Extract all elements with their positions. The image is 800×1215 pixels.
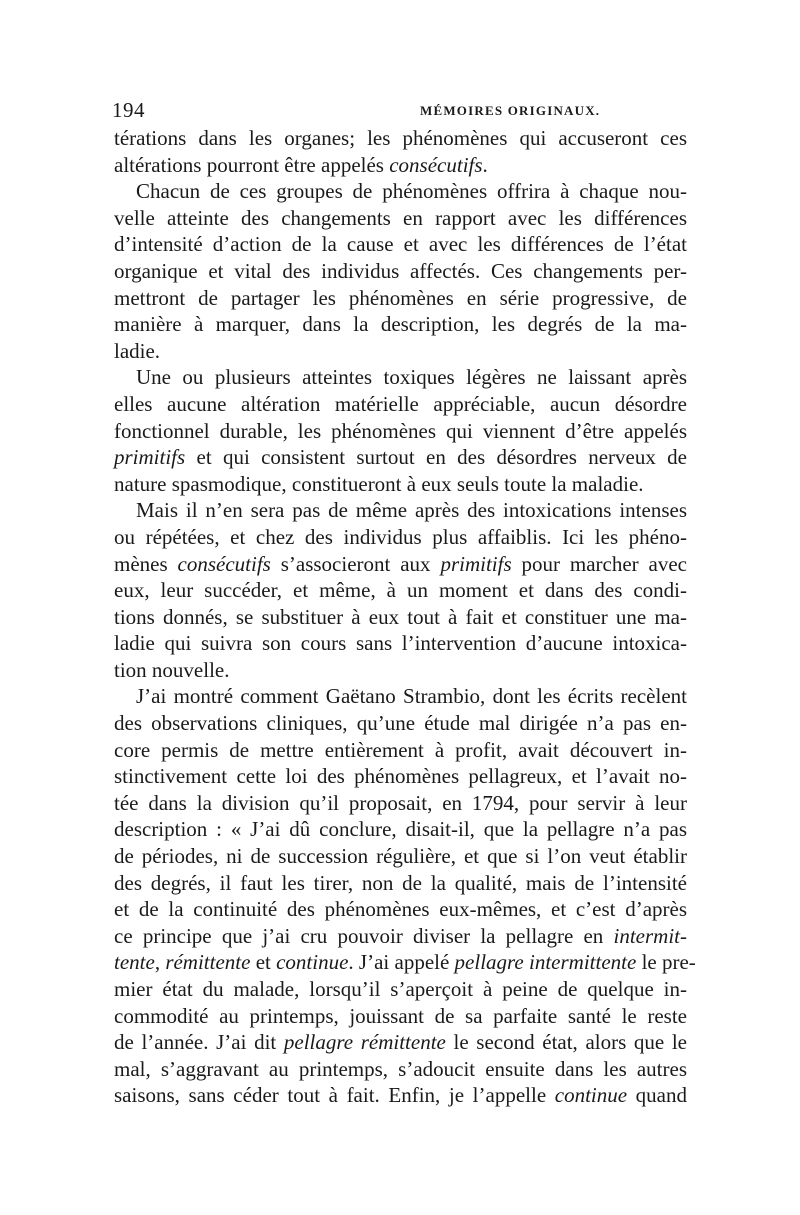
italic-term: pellagre rémittente [283, 1030, 446, 1055]
text-run: , [154, 950, 166, 975]
italic-term: pellagre intermittente [454, 950, 637, 975]
text-line [114, 737, 687, 764]
text-run: des observations cliniques, qu’une étude mal dirigée n’a pas en- [114, 711, 687, 736]
text-line [114, 1082, 687, 1109]
text-run: elles aucune altération matérielle appréciable, aucun désordre [114, 391, 687, 416]
text-run: Mais il n’en sera pas de même après des intoxications intenses [136, 498, 687, 523]
italic-term: continue [554, 1083, 628, 1108]
italic-term: primitifs [114, 445, 186, 470]
text-line [114, 418, 687, 445]
italic-term: rémittente [165, 950, 251, 975]
text-run: s’associeront aux [270, 551, 441, 576]
text-run: description : « J’ai dû conclure, disait-il, que la pellagre n’a pas [114, 817, 687, 842]
text-run: mettront de partager les phénomènes en série progressive, de [114, 285, 687, 310]
text-line [114, 391, 687, 418]
text-line [114, 763, 687, 790]
text-line [114, 657, 687, 684]
text-line [114, 471, 687, 498]
text-line [114, 205, 687, 232]
text-run: d’intensité d’action de la cause et avec les différences de l’état [114, 232, 687, 257]
text-line [114, 1003, 687, 1030]
text-run: térations dans les organes; les phénomènes qui accuseront ces [114, 126, 687, 150]
text-run: . J’ai appelé [348, 950, 455, 975]
text-run: velle atteinte des changements en rapport avec les différences [114, 205, 687, 230]
text-run: des degrés, il faut les tirer, non de la qualité, mais de l’intensité [114, 870, 687, 895]
text-line [114, 790, 687, 817]
text-line [114, 258, 687, 285]
text-run: le second état, alors que le [445, 1030, 688, 1055]
text-line [114, 311, 687, 338]
italic-term: tente [114, 950, 155, 975]
text-run: stinctivement cette loi des phénomènes pellagreux, et l’avait no- [114, 764, 687, 789]
text-line [114, 976, 687, 1003]
text-run: core permis de mettre entièrement à profit, avait découvert in- [114, 737, 687, 762]
text-run: ce principe que j’ai cru pouvoir diviser la pellagre en [114, 923, 614, 948]
text-line [114, 896, 687, 923]
text-run: de périodes, ni de succession régulière, et que si l’on veut établir [114, 844, 687, 869]
italic-term: primitifs [440, 551, 512, 576]
italic-term: consécutifs [177, 551, 271, 576]
text-line [114, 524, 687, 551]
text-run: mal, s’aggravant au printemps, s’adoucit ensuite dans les autres [114, 1056, 687, 1081]
italic-term: consécutifs [389, 152, 483, 177]
text-run: ladie. [114, 338, 161, 363]
text-line [114, 444, 687, 471]
text-run: et qui consistent surtout en des désordres nerveux de [185, 445, 687, 470]
text-run: altérations pourront être appelés [114, 152, 390, 177]
running-head: MÉMOIRES ORIGINAUX. [420, 103, 601, 118]
page-header [112, 98, 688, 128]
text-line [114, 285, 687, 312]
text-run: tée dans la division qu’il proposait, en 1794, pour servir à leur [114, 790, 687, 815]
text-line [114, 551, 687, 578]
text-run: eux, leur succéder, et même, à un moment et dans des condi- [114, 578, 687, 603]
text-run: le pre- [636, 950, 696, 975]
italic-term: continue [276, 950, 349, 975]
text-line [114, 497, 687, 524]
text-run: quand [627, 1083, 687, 1108]
text-run: saisons, sans céder tout à fait. Enfin, je l’appelle [114, 1083, 555, 1108]
italic-term: intermit- [613, 923, 687, 948]
text-run: commodité au printemps, jouissant de sa parfaite santé le reste [114, 1003, 687, 1028]
text-run: de l’année. J’ai dit [114, 1030, 284, 1055]
text-run: fonctionnel durable, les phénomènes qui viennent d’être appelés [114, 418, 687, 443]
text-run: organique et vital des individus affectés. Ces changements per- [114, 258, 687, 283]
text-run: ou répétées, et chez des individus plus affaiblis. Ici les phéno- [114, 524, 687, 549]
text-run: Chacun de ces groupes de phénomènes offrira à chaque nou- [136, 179, 687, 204]
text-run: Une ou plusieurs atteintes toxiques légères ne laissant après [136, 365, 687, 390]
text-line [114, 949, 696, 976]
text-run: tions donnés, se substituer à eux tout à fait et constituer une ma- [114, 604, 687, 629]
text-run: J’ai montré comment Gaëtano Strambio, dont les écrits recèlent [136, 684, 687, 709]
text-run: tion nouvelle. [114, 657, 230, 682]
text-line [114, 870, 687, 897]
text-run: mier état du malade, lorsqu’il s’aperçoit à peine de quelque in- [114, 977, 687, 1001]
text-line [114, 1056, 687, 1083]
text-line [114, 231, 687, 258]
text-run: . [482, 152, 488, 177]
text-run: pour marcher avec [511, 551, 687, 576]
text-line [114, 843, 687, 870]
text-run: ladie qui suivra son cours sans l’intervention d’aucune intoxica- [114, 631, 687, 656]
text-line [114, 816, 687, 843]
text-line [114, 710, 687, 737]
text-line [114, 604, 687, 631]
text-line [114, 630, 687, 657]
text-line [114, 364, 687, 391]
page-number: 194 [112, 98, 145, 122]
text-run: et [250, 950, 277, 975]
text-run: nature spasmodique, constitueront à eux seuls toute la maladie. [114, 471, 644, 496]
text-line [114, 125, 687, 152]
text-line [114, 923, 687, 950]
text-line [114, 152, 687, 179]
text-line [114, 683, 687, 710]
text-run: mènes [114, 551, 178, 576]
text-line [114, 178, 687, 205]
text-run: et de la continuité des phénomènes eux-mêmes, et c’est d’après [114, 897, 687, 922]
text-run: manière à marquer, dans la description, les degrés de la ma- [114, 312, 687, 337]
text-line [114, 338, 687, 365]
text-line [114, 1029, 687, 1056]
text-line [114, 577, 687, 604]
body-text [114, 125, 696, 1109]
